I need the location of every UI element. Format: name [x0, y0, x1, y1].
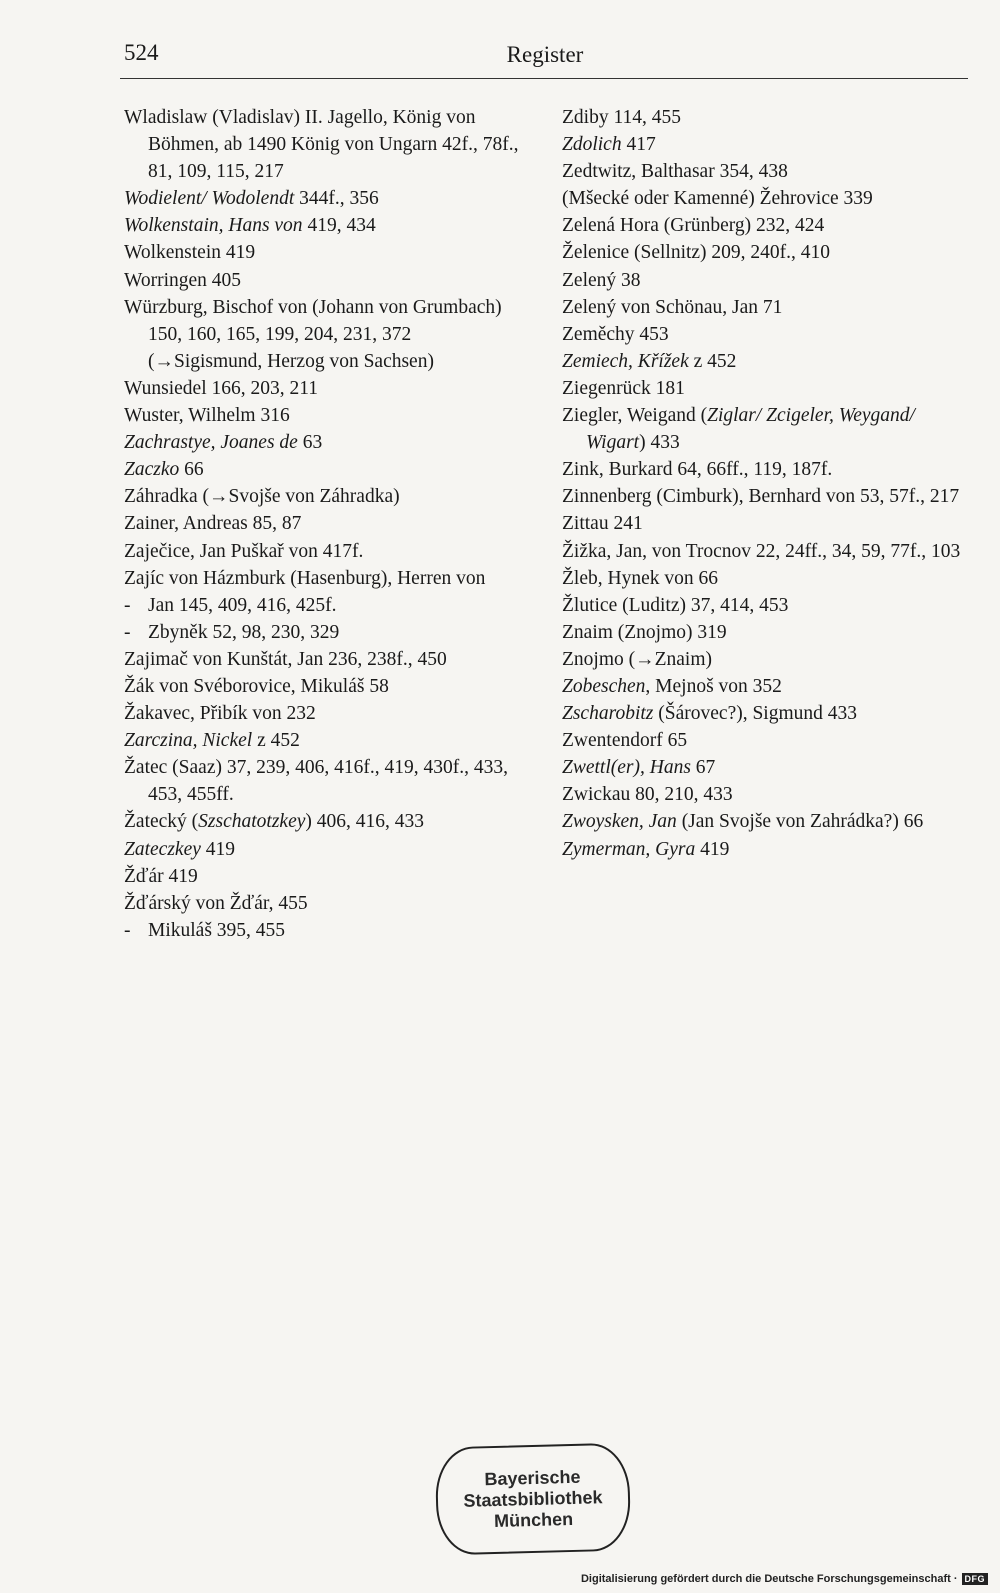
index-entry	[562, 538, 974, 565]
index-entry	[562, 185, 974, 212]
index-column-left	[124, 104, 524, 944]
index-entry	[124, 429, 524, 456]
index-entry	[124, 727, 524, 754]
entry-text: 419, 434	[302, 215, 376, 237]
index-entry	[562, 727, 974, 754]
index-entry	[124, 808, 524, 835]
entry-text: ) 433	[639, 432, 680, 454]
entry-text: (Mšecké oder Kamenné) Žehrovice 339	[562, 188, 873, 210]
entry-text: Žák von Svéborovice, Mikuláš 58	[124, 675, 389, 697]
index-entry	[562, 212, 974, 239]
index-entry	[562, 646, 974, 673]
index-entry	[562, 619, 974, 646]
header-rule	[120, 78, 968, 79]
entry-text: 63	[297, 432, 323, 454]
entry-text: Zaječice, Jan Puškař von 417f.	[124, 540, 364, 562]
entry-text: Zelená Hora (Grünberg) 232, 424	[562, 215, 825, 237]
entry-text: Zelený von Schönau, Jan 71	[562, 296, 783, 318]
entry-text-italic: Zateczkey	[124, 838, 201, 860]
entry-text: Wunsiedel 166, 203, 211	[124, 377, 319, 399]
index-entry	[124, 863, 524, 890]
index-entry	[562, 592, 974, 619]
running-head: Register	[506, 42, 584, 67]
entry-text-italic: Zwettl(er), Hans	[562, 757, 691, 779]
entry-text: Žďár 419	[124, 865, 198, 887]
entry-text: Zajíc von Házmburk (Hasenburg), Herren von	[124, 567, 486, 589]
entry-text-italic: Zscharobitz	[562, 703, 654, 725]
index-entry	[124, 510, 524, 537]
entry-text: Zainer, Andreas 85, 87	[124, 513, 302, 535]
index-entry	[562, 754, 974, 781]
index-entry	[562, 483, 974, 510]
index-entry	[562, 375, 974, 402]
entry-text: Ziegenrück 181	[562, 377, 685, 399]
index-entry	[124, 212, 524, 239]
entry-text: 417	[621, 134, 656, 156]
entry-text: Mikuláš 395, 455	[148, 919, 286, 941]
entry-text: Zbyněk 52, 98, 230, 329	[148, 621, 340, 643]
entry-text: , Mejnoš von 352	[645, 675, 782, 697]
index-entry	[562, 321, 974, 348]
index-column-right	[562, 104, 974, 863]
index-entry	[562, 402, 974, 456]
entry-text: z 452	[252, 730, 300, 752]
entry-text-italic: Zobeschen	[562, 675, 646, 697]
entry-text: Žakavec, Přibík von 232	[124, 703, 316, 725]
footer-text: Digitalisierung gefördert durch die Deutsche Forschungsgemeinschaft ·	[580, 1573, 958, 1585]
entry-text: Zittau 241	[562, 513, 643, 535]
entry-text: Wolkenstein 419	[124, 242, 256, 264]
index-entry	[124, 890, 524, 917]
index-entry	[124, 483, 524, 510]
index-entry	[124, 754, 524, 808]
entry-text: (Šárovec?), Sigmund 433	[653, 703, 858, 725]
entry-text: Žatec (Saaz) 37, 239, 406, 416f., 419, 430f., 433, 453, 455ff.	[124, 757, 508, 806]
index-entry	[124, 267, 524, 294]
entry-text: Würzburg, Bischof von (Johann von Grumbach) 150, 160, 165, 199, 204, 231, 372 (→Sigismund, Herzog von Sachsen)	[124, 296, 502, 372]
index-entry	[124, 700, 524, 727]
library-stamp	[435, 1442, 632, 1555]
entry-text: Zelený 38	[562, 269, 641, 291]
subentry-dash: -	[124, 919, 131, 941]
entry-text-italic: Zarczina, Nickel	[124, 730, 253, 752]
entry-text-italic: Ziglar/ Zcigeler, Weygand/ Wigart	[586, 405, 915, 454]
index-entry	[562, 836, 974, 863]
entry-text: Wuster, Wilhelm 316	[124, 405, 290, 427]
entry-text: Zinnenberg (Cimburk), Bernhard von 53, 57f., 217	[562, 486, 960, 508]
entry-text: Zajimač von Kunštát, Jan 236, 238f., 450	[124, 648, 447, 670]
entry-text: (Jan Svojše von Zahrádka?) 66	[676, 811, 924, 833]
index-entry	[562, 673, 974, 700]
index-entry	[124, 239, 524, 266]
index-subentry	[124, 619, 524, 646]
entry-text-italic: Zdolich	[562, 134, 622, 156]
index-entry	[562, 294, 974, 321]
index-entry	[124, 673, 524, 700]
index-entry	[562, 158, 974, 185]
stamp-line-3: München	[493, 1508, 574, 1531]
index-entry	[124, 104, 524, 185]
entry-text-italic: Zemiech, Křížek	[562, 350, 689, 372]
entry-text: Želenice (Sellnitz) 209, 240f., 410	[562, 242, 831, 264]
index-entry	[562, 808, 974, 835]
index-entry	[562, 700, 974, 727]
index-entry	[124, 836, 524, 863]
entry-text: Jan 145, 409, 416, 425f.	[148, 594, 337, 616]
index-entry	[124, 565, 524, 592]
entry-text: Wladislaw (Vladislav) II. Jagello, König von Böhmen, ab 1490 König von Ungarn 42f., 78f., 81, 109, 115, 217	[124, 107, 519, 183]
index-entry	[562, 131, 974, 158]
entry-text: 66	[179, 459, 204, 481]
dfg-logo: DFG	[962, 1573, 989, 1585]
entry-text-italic: Wolkenstain, Hans von	[124, 215, 303, 237]
entry-text-italic: Zwoysken, Jan	[562, 811, 677, 833]
entry-text: Znaim (Znojmo) 319	[562, 621, 727, 643]
entry-text: Zink, Burkard 64, 66ff., 119, 187f.	[562, 459, 833, 481]
index-entry	[562, 267, 974, 294]
digitization-footer	[581, 1573, 988, 1585]
entry-text: Žlutice (Luditz) 37, 414, 453	[562, 594, 789, 616]
entry-text: ) 406, 416, 433	[305, 811, 425, 833]
page-number: 524	[124, 40, 159, 65]
entry-text-italic: Zaczko	[124, 459, 180, 481]
entry-text: Žďárský von Žďár, 455	[124, 892, 308, 914]
entry-text: 419	[200, 838, 236, 860]
index-entry	[562, 781, 974, 808]
index-entry	[562, 456, 974, 483]
entry-text: z 452	[688, 350, 737, 372]
entry-text: 344f., 356	[294, 188, 379, 210]
index-entry	[124, 538, 524, 565]
entry-text: 67	[690, 757, 716, 779]
entry-text: Zdiby 114, 455	[562, 107, 681, 128]
index-entry	[124, 294, 524, 375]
index-entry	[124, 456, 524, 483]
index-entry	[562, 239, 974, 266]
index-entry	[562, 104, 974, 131]
entry-text: 419	[695, 838, 730, 860]
stamp-line-1: Bayerische	[484, 1466, 581, 1489]
index-entry	[562, 348, 974, 375]
index-subentry	[124, 917, 524, 944]
index-entry	[124, 646, 524, 673]
entry-text: Zwentendorf 65	[562, 730, 688, 752]
subentry-dash: -	[124, 594, 131, 616]
entry-text: Zedtwitz, Balthasar 354, 438	[562, 161, 788, 183]
subentry-dash: -	[124, 621, 131, 643]
entry-text: Záhradka (→Svojše von Záhradka)	[124, 486, 400, 508]
index-entry	[562, 565, 974, 592]
stamp-line-2: Staatsbibliothek	[463, 1486, 603, 1511]
entry-text: Žižka, Jan, von Trocnov 22, 24ff., 34, 59, 77f., 103	[562, 540, 961, 562]
index-entry	[562, 510, 974, 537]
index-entry	[124, 375, 524, 402]
entry-text: Žleb, Hynek von 66	[562, 567, 718, 589]
entry-text: Žatecký (	[124, 811, 199, 833]
entry-text: Zwickau 80, 210, 433	[562, 784, 733, 806]
entry-text: Zeměchy 453	[562, 323, 669, 345]
index-entry	[124, 402, 524, 429]
index-subentry	[124, 592, 524, 619]
entry-text-italic: Zymerman, Gyra	[562, 838, 696, 860]
entry-text: Znojmo (→Znaim)	[562, 648, 713, 670]
index-entry	[124, 185, 524, 212]
entry-text-italic: Zachrastye, Joanes de	[124, 432, 298, 454]
entry-text-italic: Wodielent/ Wodolendt	[124, 188, 295, 210]
entry-text-italic: Szschatotzkey	[198, 811, 306, 833]
entry-text: Ziegler, Weigand (	[562, 405, 708, 427]
entry-text: Worringen 405	[124, 269, 242, 291]
